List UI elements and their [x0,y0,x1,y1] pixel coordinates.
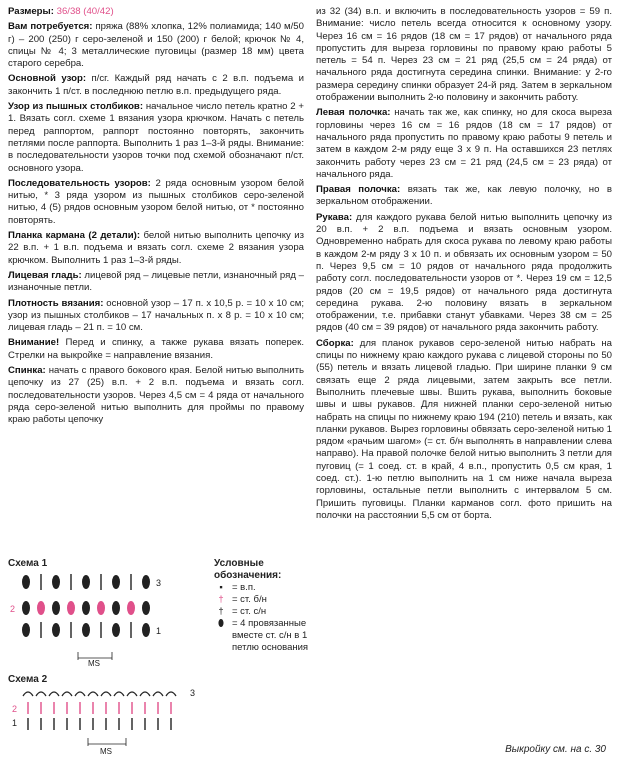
arc-mark [23,692,33,696]
arc-mark [127,692,137,696]
scheme2-diagram [8,686,208,756]
legend-title: Условные обозначения: [214,558,282,581]
puff-mark [52,601,60,615]
puff-mark [52,623,60,637]
puff-mark [97,601,105,615]
arc-mark [62,692,72,696]
double-crochet-icon: † [218,606,224,617]
svg-text:1: 1 [156,626,162,636]
back-paragraph: Спинка: начать с правого бокового края. Белой нитью выполнить цепочку из 27 (25) в.п. + 2 в.п. подъема и вязать согл. последовательности узоров. Через 4,5 см = 4 ряда от начального ряда серо-зеленой нитью выполнить для проймы по правому краю работы цепочку [8,365,304,426]
puff-mark [112,601,120,615]
scheme1-ms-label: МS [88,659,100,668]
legend-row-sc: † = ст. б/н [214,594,309,606]
arc-mark [166,692,176,696]
gauge-paragraph: Плотность вязания: основной узор – 17 п. х 10,5 р. = 10 х 10 см; узор из пышных столбиков – 17 начальных п. х 8 р. = 10 х 10 см; лицевая гладь – 21 п. = 10 см. [8,297,304,334]
puff-mark [82,575,90,589]
arc-mark [114,692,124,696]
single-crochet-icon: † [218,594,224,605]
scheme1-title: Схема 1 [8,558,48,569]
puff-mark [37,601,45,615]
schemes-area [8,558,308,758]
puff-mark [52,575,60,589]
puff-mark [22,575,30,589]
legend [214,558,309,654]
left-front-paragraph: Левая полочка: начать так же, как спинку, но для скоса выреза горловины через 16 см = 16 рядов (18 см = 17 рядов) от начального ряда пропустить по правому краю работы 9 петель и затем в каждом 2-м ряду еще 3 х 9 п. На оставшихся 23 петлях закончить работу через 23 см = 21 ряд (24,5 см = 23 ряда) от начального ряда. [316,107,612,180]
puff-mark [67,601,75,615]
svg-text:3: 3 [190,688,196,698]
right-column [316,6,612,525]
stockinette-paragraph: Лицевая гладь: лицевой ряд – лицевые петли, изнаночный ряд – изнаночные петли. [8,269,304,294]
puff-mark [112,575,120,589]
puff-mark [112,623,120,637]
arc-mark [101,692,111,696]
scheme2-ms-label: МS [100,747,112,756]
materials-paragraph: Вам потребуется: пряжа (88% хлопка, 12% полиамида; 140 м/50 г) – 200 (250) г серо-зеленой и 150 (200) г белой; крючок № 4, спицы № 4; 3 металлические пуговицы (размер 18 мм) цвета старого серебра. [8,21,304,70]
arc-mark [49,692,59,696]
arc-mark [36,692,46,696]
svg-text:2: 2 [12,704,18,714]
puff-stitch-icon: ⬮ [218,618,224,629]
scheme1-diagram [8,570,178,670]
puff-stitch-paragraph: Узор из пышных столбиков: начальное число петель кратно 2 + 1. Вязать согл. схеме 1 вязания узора крючком. Начать с петель перед раппортом, раппорт постоянно повторять, закончить петлями после раппорта. Выполнить 1 раз 1–3-й ряды. Внимание: в последовательности узоров точки под схемой обозначают п/ст. основного узора. [8,101,304,174]
right-front-paragraph: Правая полочка: вязать так же, как левую полочку, но в зеркальном отображении. [316,184,612,208]
left-column [8,6,304,430]
attention-paragraph: Внимание! Перед и спинку, а также рукава вязать поперек. Стрелки на выкройке = направление вязания. [8,337,304,361]
arc-mark [153,692,163,696]
pocket-paragraph: Планка кармана (2 детали): белой нитью выполнить цепочку из 22 в.п. + 1 в.п. подъема и вязать согл. схеме 2 вязания узора крючком. Выполнить 1 раз 1–3-й ряды. [8,230,304,266]
assembly-paragraph: Сборка: для планок рукавов серо-зеленой нитью набрать на спицы по нижнему краю каждого рукава с лицевой стороны по 50 (55) петель и вязать лицевой гладью. При ширине планки 9 см связать еще 2 ряда лицевыми, затем закрыть все петли. Выполнить плечевые швы. Вшить рукава, выполнить боковые швы и швы рукавов. Для нижней планки серо-зеленой нитью набрать на спицы по нижнему краю 194 (210) петель и вязать, как планки рукавов. Вырез горловины обвязать серо-зеленой нитью 1 рядом «рачьим шагом» (= ст. б/н выполнять в направлении слева направо). На правой полочке белой нитью выполнить 3 петли для пуговиц (= 1 соед. ст. в край, 4 в.п., пропустить 0,5 см края, 1 соед. ст.). 1-ю петлю выполнить на 1 см ниже начала выреза горловины, остальные петли выполнить с интервалом 5 см. Пришить пуговицы. Планки карманов согл. фото пришить на полочки на расстоянии 5,5 см от борта. [316,337,612,521]
scheme2-title: Схема 2 [8,674,48,685]
sleeves-paragraph: Рукава: для каждого рукава белой нитью выполнить цепочку из 20 в.п. + 2 в.п. подъема и вязать основным узором. Одновременно набрать для скоса рукава по левому краю работы в каждом 2-м ряду 3 х 10 п. и обвязать их основным узором = 50 п. Через 9,5 см = 10 рядов от начального ряда продолжить работу согл. последовательности узоров от *. Через 19 см = 12,5 рядов (20 см = 19,5 рядов) от начального ряда достигнута середина рукава. 2-ю половину вязать в зеркальном отображении, т.е. прибавки станут убавками. Через 38 см = 25 рядов (40 см = 39 рядов) от начального ряда закончить работу. [316,211,612,334]
puff-mark [82,601,90,615]
arc-mark [88,692,98,696]
svg-text:3: 3 [156,578,162,588]
puff-mark [82,623,90,637]
puff-mark [22,601,30,615]
arc-mark [140,692,150,696]
sequence-paragraph: Последовательность узоров: 2 ряда основным узором белой нитью, * 3 ряда узором из пышных столбиков серо-зеленой нитью, 4 (5) рядов основным узором белой нитью, от * постоянно повторять. [8,177,305,226]
puff-mark [127,601,135,615]
footer-note: Выкройку см. на с. 30 [505,744,606,755]
legend-row-puff: ⬮ = 4 провязанные вместе ст. с/н в 1 петлю основания [214,618,309,654]
main-pattern-paragraph: Основной узор: п/сг. Каждый ряд начать с 2 в.п. подъема и закончить 1 п/ст. в последнюю петлю в.п. предыдущего ряда. [8,73,304,97]
puff-mark [142,601,150,615]
puff-mark [142,575,150,589]
puff-mark [22,623,30,637]
chain-symbol-icon: ▪ [219,582,223,593]
sizes-paragraph: Размеры: 36/38 (40/42) [8,6,114,17]
puff-mark [142,623,150,637]
back-cont-paragraph: из 32 (34) в.п. и включить в последовательность узоров = 59 п. Внимание: число петель всегда относится к основному узору. Через 16 см = 16 рядов (18 см = 17 рядов) от начального ряда пропустить для выреза горловины по правому краю работы 5 петель = 54 п. Через 23 см = 21 ряд (25,5 см = 24 ряда) от начального ряда достигнута середина спинки. Внимание: у 2-го размера середину спинки образует 24-й ряд. Затем в зеркальном отображении выполнить 2-ю половину и закончить работу. [316,6,612,104]
arc-mark [75,692,85,696]
legend-row-dc: † = ст. с/н [214,606,309,618]
legend-row-chain: ▪ = в.п. [214,582,309,594]
svg-text:1: 1 [12,718,18,728]
svg-text:2: 2 [10,604,16,614]
